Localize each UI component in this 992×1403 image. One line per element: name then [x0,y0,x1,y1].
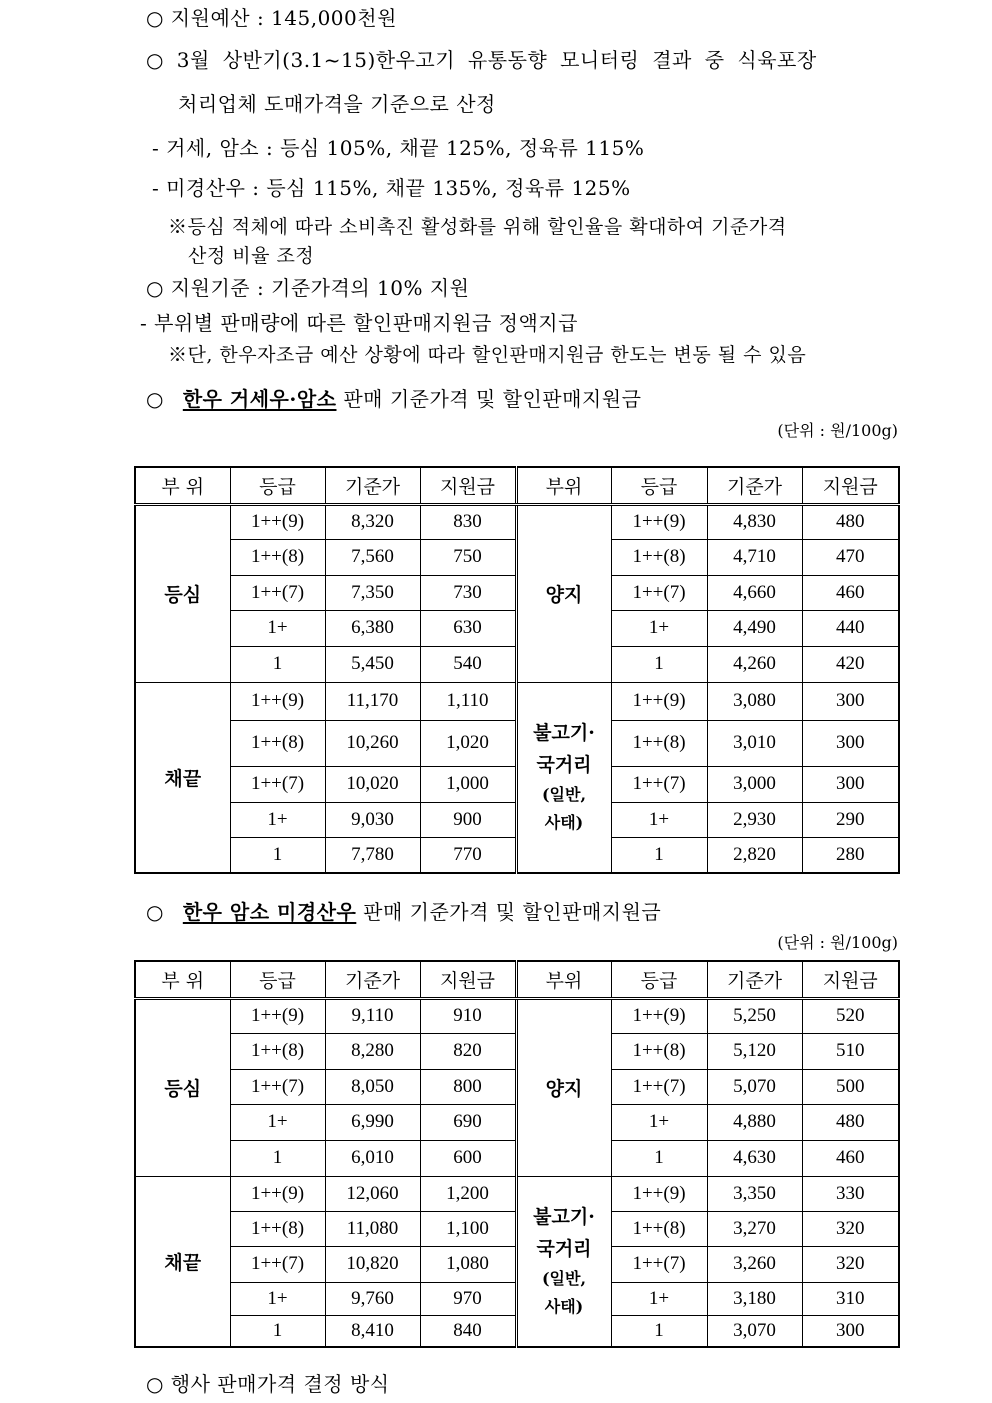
cell: 1 [611,1315,707,1347]
cell: 1,080 [420,1246,516,1282]
cell: 800 [420,1069,516,1104]
cell: 6,010 [325,1140,420,1176]
payment-line: - 부위별 판매량에 따른 할인판매지원금 정액지급 [140,311,578,335]
table-header-row [135,467,899,504]
part-bulgogi-line1: 불고기· [533,1206,595,1229]
criteria-line: ○ 지원기준 : 기준가격의 10% 지원 [146,276,470,300]
cell: 1++(9) [611,1176,707,1211]
cell: 3,350 [707,1176,802,1211]
cell: 9,030 [325,802,420,837]
cell: 9,760 [325,1282,420,1315]
section2-bullet: ○ [146,900,164,924]
cell: 1++(8) [611,1211,707,1246]
part-yangji: 양지 [516,504,611,682]
cell: 1 [230,1140,325,1176]
cell: 320 [802,1246,899,1282]
header-price-2: 기준가 [707,467,802,504]
section2-title [146,896,661,925]
cell: 470 [802,539,899,575]
cell: 460 [802,575,899,610]
cell: 5,070 [707,1069,802,1104]
table-row [135,1176,899,1211]
cell: 600 [420,1140,516,1176]
cell: 1++(7) [611,1069,707,1104]
section1-title [146,383,641,412]
cell: 1+ [611,802,707,837]
ratio-line-steer: - 거세, 암소 : 등심 105%, 채끝 125%, 정육류 115% [152,136,645,160]
cell: 3,000 [707,766,802,802]
part-bulgogi-line4: 사태) [544,813,584,833]
cell: 11,080 [325,1211,420,1246]
cell: 630 [420,610,516,646]
cell: 4,830 [707,504,802,539]
header-support-2: 지원금 [802,961,899,998]
part-chaekkeut: 채끝 [135,682,230,873]
cell: 8,280 [325,1033,420,1069]
table-row [135,998,899,1033]
cell: 4,880 [707,1104,802,1140]
cell: 1,110 [420,682,516,720]
cell: 1++(9) [611,504,707,539]
basis-line: ○ 3월 상반기(3.1~15)한우고기 유통동향 모니터링 결과 중 식육포장 [146,48,817,72]
cell: 3,080 [707,682,802,720]
part-bulgogi-line3: (일반, [541,1269,587,1289]
sale-price-method-line: ○ 행사 판매가격 결정 방식 [146,1372,390,1396]
table-row [135,504,899,539]
section1-title-rest: 판매 기준가격 및 할인판매지원금 [336,387,642,411]
header-grade: 등급 [230,961,325,998]
cell: 1++(8) [611,720,707,766]
part-bulgogi-line2: 국거리 [536,754,592,777]
cell: 1,020 [420,720,516,766]
cell: 310 [802,1282,899,1315]
cell: 330 [802,1176,899,1211]
basis-line-cont: 처리업체 도매가격을 기준으로 산정 [178,92,496,116]
cell: 750 [420,539,516,575]
header-support-2: 지원금 [802,467,899,504]
cell: 1++(7) [230,1069,325,1104]
header-price: 기준가 [325,961,420,998]
cell: 1++(8) [230,539,325,575]
cell: 1++(7) [230,1246,325,1282]
header-grade-2: 등급 [611,961,707,998]
cell: 690 [420,1104,516,1140]
part-chaekkeut: 채끝 [135,1176,230,1347]
cell: 1++(9) [230,682,325,720]
note-line-2: ※단, 한우자조금 예산 상황에 따라 할인판매지원금 한도는 변동 될 수 있음 [168,344,807,366]
part-bulgogi [516,682,611,873]
cell: 1 [611,1140,707,1176]
section1-unit: (단위 : 원/100g) [777,421,898,440]
cell: 2,930 [707,802,802,837]
cell: 280 [802,837,899,873]
header-part-2: 부위 [516,467,611,504]
cell: 1++(7) [611,766,707,802]
cell: 1++(9) [230,998,325,1033]
cell: 1++(7) [230,575,325,610]
cell: 1+ [230,1104,325,1140]
cell: 6,380 [325,610,420,646]
header-grade-2: 등급 [611,467,707,504]
cell: 320 [802,1211,899,1246]
note-line-1-cont: 산정 비율 조정 [188,245,315,267]
cell: 3,260 [707,1246,802,1282]
cell: 540 [420,646,516,682]
header-support: 지원금 [420,467,516,504]
header-part-2: 부위 [516,961,611,998]
cell: 1+ [230,802,325,837]
cell: 1+ [230,610,325,646]
cell: 3,270 [707,1211,802,1246]
cell: 11,170 [325,682,420,720]
header-support: 지원금 [420,961,516,998]
section2-title-rest: 판매 기준가격 및 할인판매지원금 [356,900,662,924]
table-header-row [135,961,899,998]
cell: 4,710 [707,539,802,575]
cell: 1++(8) [230,1211,325,1246]
cell: 1,000 [420,766,516,802]
cell: 1 [611,646,707,682]
cell: 1++(7) [611,1246,707,1282]
cell: 4,660 [707,575,802,610]
cell: 1++(7) [611,575,707,610]
cell: 440 [802,610,899,646]
part-bulgogi-line1: 불고기· [533,722,595,745]
cell: 1++(8) [611,1033,707,1069]
cell: 10,260 [325,720,420,766]
cell: 480 [802,504,899,539]
cell: 300 [802,766,899,802]
cell: 300 [802,1315,899,1347]
cell: 460 [802,1140,899,1176]
section2-unit: (단위 : 원/100g) [777,933,898,952]
cell: 3,070 [707,1315,802,1347]
cell: 1++(9) [230,504,325,539]
cell: 1++(9) [611,682,707,720]
cell: 7,560 [325,539,420,575]
cell: 1+ [230,1282,325,1315]
cell: 300 [802,720,899,766]
budget-line: ○ 지원예산 : 145,000천원 [146,6,397,30]
cell: 7,350 [325,575,420,610]
cell: 1 [230,837,325,873]
section2-title-underlined: 한우 암소 미경산우 [182,900,357,924]
cell: 1,200 [420,1176,516,1211]
cell: 1++(9) [230,1176,325,1211]
header-part: 부 위 [135,961,230,998]
cell: 300 [802,682,899,720]
cell: 840 [420,1315,516,1347]
cell: 10,820 [325,1246,420,1282]
cell: 290 [802,802,899,837]
section1-title-underlined: 한우 거세우·암소 [182,387,337,411]
cell: 830 [420,504,516,539]
cell: 1 [230,1315,325,1347]
part-deungsim: 등심 [135,998,230,1176]
cell: 1++(8) [230,1033,325,1069]
cell: 1++(8) [611,539,707,575]
ratio-line-heifer: - 미경산우 : 등심 115%, 채끝 135%, 정육류 125% [152,176,631,200]
price-table-steer-cow [134,466,900,874]
cell: 10,020 [325,766,420,802]
cell: 1++(8) [230,720,325,766]
header-grade: 등급 [230,467,325,504]
cell: 1++(9) [611,998,707,1033]
cell: 7,780 [325,837,420,873]
cell: 12,060 [325,1176,420,1211]
cell: 3,180 [707,1282,802,1315]
cell: 770 [420,837,516,873]
part-bulgogi-line2: 국거리 [536,1238,592,1261]
part-deungsim: 등심 [135,504,230,682]
note-line-1: ※등심 적체에 따라 소비촉진 활성화를 위해 할인율을 확대하여 기준가격 [168,216,787,238]
section1-bullet: ○ [146,387,164,411]
cell: 910 [420,998,516,1033]
cell: 2,820 [707,837,802,873]
cell: 520 [802,998,899,1033]
cell: 5,120 [707,1033,802,1069]
cell: 4,490 [707,610,802,646]
cell: 730 [420,575,516,610]
cell: 3,010 [707,720,802,766]
cell: 1+ [611,1104,707,1140]
cell: 1 [611,837,707,873]
cell: 1+ [611,610,707,646]
cell: 1 [230,646,325,682]
price-table-heifer [134,960,900,1348]
header-price-2: 기준가 [707,961,802,998]
cell: 9,110 [325,998,420,1033]
cell: 480 [802,1104,899,1140]
cell: 4,260 [707,646,802,682]
part-bulgogi-line4: 사태) [544,1297,584,1317]
cell: 1,100 [420,1211,516,1246]
part-bulgogi [516,1176,611,1347]
cell: 5,450 [325,646,420,682]
cell: 8,410 [325,1315,420,1347]
cell: 1+ [611,1282,707,1315]
table-row [135,682,899,720]
cell: 8,320 [325,504,420,539]
header-price: 기준가 [325,467,420,504]
cell: 8,050 [325,1069,420,1104]
cell: 900 [420,802,516,837]
part-yangji: 양지 [516,998,611,1176]
cell: 4,630 [707,1140,802,1176]
cell: 500 [802,1069,899,1104]
part-bulgogi-line3: (일반, [541,785,587,805]
header-part: 부 위 [135,467,230,504]
cell: 970 [420,1282,516,1315]
cell: 1++(7) [230,766,325,802]
cell: 420 [802,646,899,682]
cell: 5,250 [707,998,802,1033]
cell: 510 [802,1033,899,1069]
cell: 6,990 [325,1104,420,1140]
cell: 820 [420,1033,516,1069]
